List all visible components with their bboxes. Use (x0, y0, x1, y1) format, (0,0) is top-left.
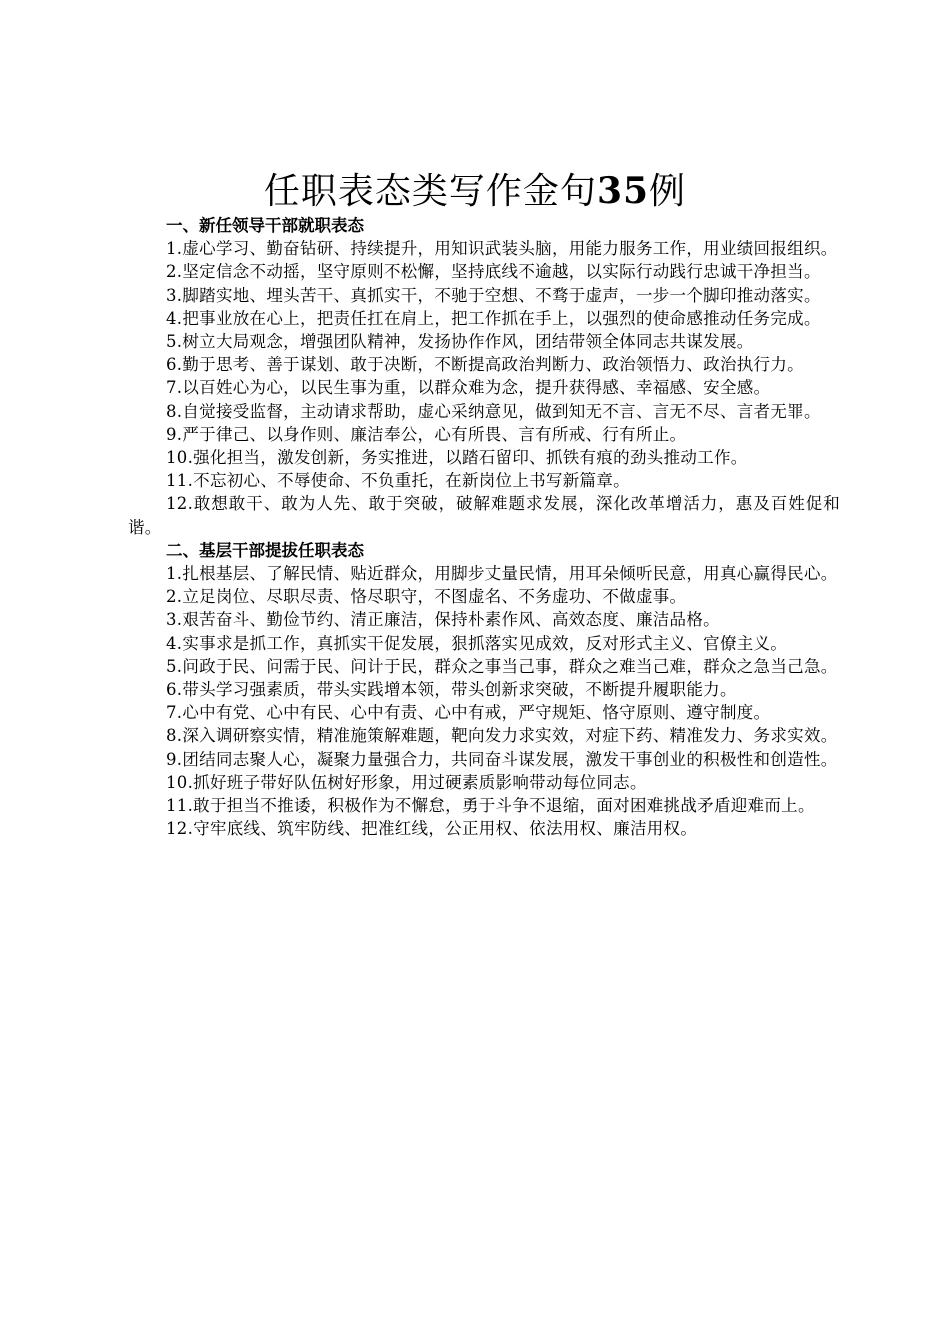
list-item: 8.深入调研察实情，精准施策解难题，靶向发力求实效，对症下药、精准发力、务求实效。 (166, 726, 838, 746)
list-item: 1.虚心学习、勤奋钻研、持续提升，用知识武装头脑，用能力服务工作，用业绩回报组织。 (166, 239, 838, 259)
list-item: 9.团结同志聚人心，凝聚力量强合力，共同奋斗谋发展，激发干事创业的积极性和创造性。 (166, 749, 838, 769)
title-text-before: 任职表态类写作金句 (263, 171, 597, 212)
list-item: 5.问政于民、问需于民、问计于民，群众之事当己事，群众之难当己难，群众之急当己急。 (166, 656, 838, 676)
list-item: 6.勤于思考、善于谋划、敢于决断，不断提高政治判断力、政治领悟力、政治执行力。 (166, 355, 804, 375)
title-text-after: 例 (649, 171, 687, 212)
list-item: 4.实事求是抓工作，真抓实干促发展，狠抓落实见成效，反对形式主义、官僚主义。 (166, 633, 788, 653)
list-item: 11.敢于担当不推诿，积极作为不懈怠，勇于斗争不退缩，面对困难挑战矛盾迎难而上。 (166, 796, 815, 816)
title-number: 35 (596, 170, 650, 212)
document-body (128, 214, 840, 840)
list-item: 1.扎根基层、了解民情、贴近群众，用脚步丈量民情，用耳朵倾听民意，用真心赢得民心。 (166, 564, 838, 584)
list-item: 10.抓好班子带好队伍树好形象，用过硬素质影响带动每位同志。 (166, 772, 647, 792)
section-heading-1: 一、新任领导干部就职表态 (166, 216, 364, 235)
page-title (0, 168, 950, 215)
list-item: 5.树立大局观念，增强团队精神，发扬协作作风，团结带领全体同志共谋发展。 (166, 332, 754, 352)
list-item: 2.坚定信念不动摇，坚守原则不松懈，坚持底线不逾越，以实际行动践行忠诚干净担当。 (166, 262, 821, 282)
list-item: 3.脚踏实地、埋头苦干、真抓实干，不驰于空想、不骛于虚声，一步一个脚印推动落实。 (166, 285, 821, 305)
list-item: 12.敢想敢干、敢为人先、敢于突破，破解难题求发展，深化改革增活力，惠及百姓促和谐。 (128, 494, 840, 537)
list-item: 3.艰苦奋斗、勤俭节约、清正廉洁，保持朴素作风、高效态度、廉洁品格。 (166, 610, 720, 630)
list-item: 6.带头学习强素质，带头实践增本领，带头创新求突破，不断提升履职能力。 (166, 680, 737, 700)
list-item: 9.严于律己、以身作则、廉洁奉公，心有所畏、言有所戒、行有所止。 (166, 424, 687, 444)
list-item: 2.立足岗位、尽职尽责、恪尽职守，不图虚名、不务虚功、不做虚事。 (166, 587, 687, 607)
list-item: 12.守牢底线、筑牢防线、把准红线，公正用权、依法用权、廉洁用权。 (166, 819, 698, 839)
list-item: 8.自觉接受监督，主动请求帮助，虚心采纳意见，做到知无不言、言无不尽、言者无罪。 (166, 401, 821, 421)
list-item: 7.心中有党、心中有民、心中有责、心中有戒，严守规矩、恪守原则、遵守制度。 (166, 703, 771, 723)
list-item: 10.强化担当，激发创新，务实推进，以踏石留印、抓铁有痕的劲头推动工作。 (166, 448, 748, 468)
list-item: 7.以百姓心为心，以民生事为重，以群众难为念，提升获得感、幸福感、安全感。 (166, 378, 771, 398)
section-heading-2: 二、基层干部提拔任职表态 (166, 540, 364, 560)
list-item: 4.把事业放在心上，把责任扛在肩上，把工作抓在手上，以强烈的使命感推动任务完成。 (166, 308, 821, 328)
list-item: 11.不忘初心、不辱使命、不负重托，在新岗位上书写新篇章。 (166, 471, 630, 491)
